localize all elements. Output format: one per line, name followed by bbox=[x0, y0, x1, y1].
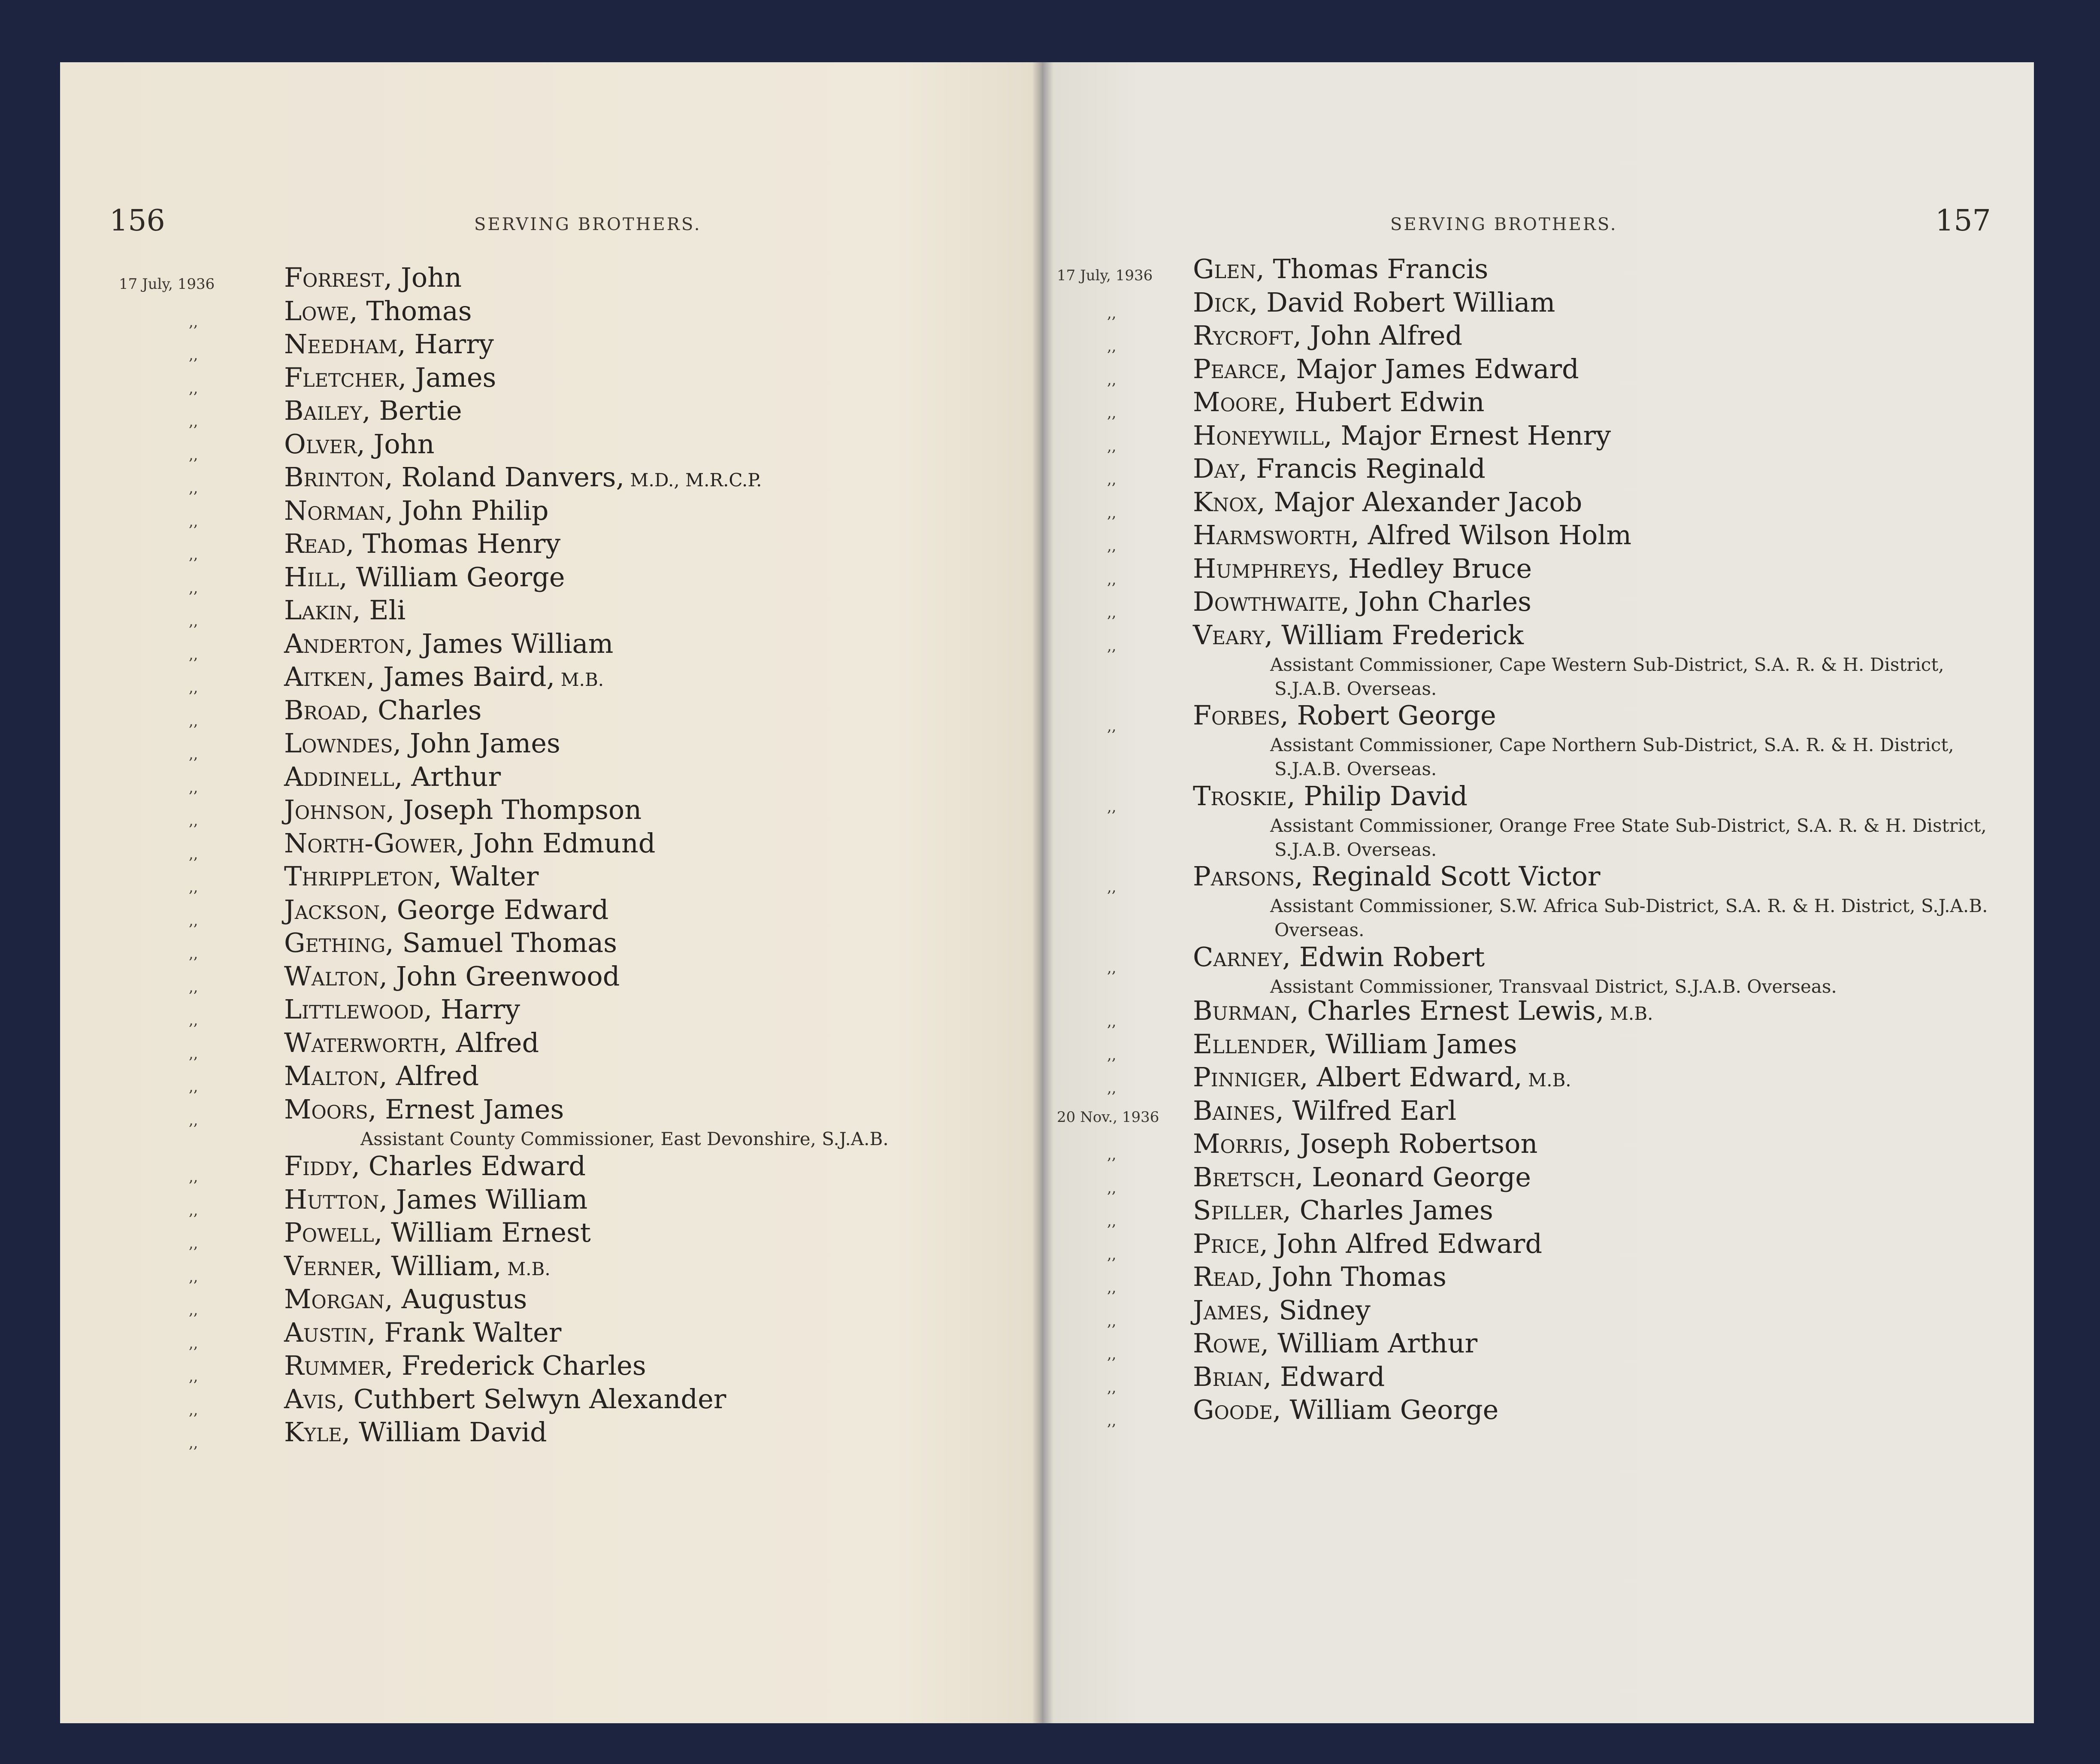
member-name bbox=[1193, 1194, 1493, 1226]
ditto-mark: ,, bbox=[1107, 798, 1117, 815]
surname: Veary, bbox=[1193, 619, 1273, 651]
ditto-mark: ,, bbox=[1107, 604, 1117, 621]
surname: Powell, bbox=[284, 1217, 383, 1248]
ditto-mark: ,, bbox=[1107, 338, 1117, 355]
ditto-mark: ,, bbox=[189, 712, 198, 730]
given-names: Edward bbox=[1271, 1361, 1385, 1392]
page-number: 157 bbox=[1935, 204, 1991, 238]
surname: Hill, bbox=[284, 561, 348, 593]
surname: Lowe, bbox=[284, 295, 358, 327]
surname: Dowthwaite, bbox=[1193, 586, 1350, 617]
surname: Johnson, bbox=[284, 794, 395, 825]
ditto-mark: ,, bbox=[1107, 1179, 1117, 1197]
given-names: Frank Walter bbox=[375, 1316, 562, 1348]
given-names: Edwin Robert bbox=[1290, 941, 1485, 973]
member-name bbox=[1193, 1095, 1456, 1126]
given-names: John Thomas bbox=[1263, 1261, 1446, 1292]
given-names: Albert Edward, bbox=[1308, 1061, 1522, 1093]
entry-date: 17 July, 1936 bbox=[1057, 267, 1153, 284]
surname: North-Gower, bbox=[284, 827, 465, 859]
ditto-mark: ,, bbox=[1107, 1246, 1117, 1263]
entry-list bbox=[60, 62, 1043, 1723]
member-name bbox=[284, 561, 565, 593]
given-names: Wilfred Earl bbox=[1283, 1094, 1457, 1126]
given-names: James Baird, bbox=[375, 661, 555, 692]
given-names: Alfred Wilson Holm bbox=[1359, 519, 1632, 551]
given-names: Arthur bbox=[402, 761, 501, 792]
surname: Read, bbox=[1193, 1261, 1263, 1292]
degrees: M.B. bbox=[1604, 1003, 1653, 1024]
surname: Avis, bbox=[284, 1383, 345, 1415]
member-name bbox=[284, 1383, 726, 1415]
ditto-mark: ,, bbox=[189, 1368, 198, 1385]
surname: Knox, bbox=[1193, 486, 1265, 518]
ditto-mark: ,, bbox=[189, 313, 198, 330]
degrees: M.B. bbox=[555, 669, 604, 690]
given-names: Francis Reginald bbox=[1247, 453, 1486, 484]
ditto-mark: ,, bbox=[189, 1111, 198, 1129]
member-name bbox=[1193, 420, 1611, 451]
ditto-mark: ,, bbox=[1107, 1312, 1117, 1330]
ditto-mark: ,, bbox=[1107, 471, 1117, 488]
given-names: Augustus bbox=[393, 1283, 527, 1315]
member-name bbox=[1193, 1061, 1571, 1093]
given-names: Alfred bbox=[387, 1060, 479, 1091]
given-names: John bbox=[392, 262, 462, 293]
member-name bbox=[284, 794, 641, 825]
entry-list bbox=[1043, 62, 2034, 1723]
given-names: Roland Danvers, bbox=[393, 461, 625, 493]
surname: Lakin, bbox=[284, 594, 361, 626]
given-names: Major Alexander Jacob bbox=[1265, 486, 1583, 518]
surname: Honeywill, bbox=[1193, 419, 1332, 451]
surname: Thrippleton, bbox=[284, 861, 442, 892]
surname: Day, bbox=[1193, 453, 1248, 484]
member-name bbox=[1193, 1161, 1531, 1193]
given-names: John Charles bbox=[1350, 586, 1531, 617]
surname: Lowndes, bbox=[284, 727, 402, 759]
ditto-mark: ,, bbox=[189, 512, 198, 530]
running-head: SERVING BROTHERS. bbox=[474, 215, 702, 234]
ditto-mark: ,, bbox=[1107, 570, 1117, 588]
member-name bbox=[1193, 386, 1485, 418]
given-names: Thomas Henry bbox=[354, 528, 561, 559]
ditto-mark: ,, bbox=[189, 612, 198, 630]
member-name bbox=[1193, 941, 1485, 973]
member-name bbox=[284, 961, 620, 992]
member-name bbox=[284, 1217, 591, 1248]
member-name bbox=[1193, 453, 1486, 484]
ditto-mark: ,, bbox=[189, 446, 198, 464]
appointment-note: Assistant Commissioner, S.W. Africa Sub-District, S.A. R. & H. District, S.J.A.B. Overseas. bbox=[1270, 895, 1988, 940]
ditto-mark: ,, bbox=[1107, 637, 1117, 655]
ditto-mark: ,, bbox=[1107, 537, 1117, 555]
given-names: William David bbox=[350, 1416, 547, 1448]
member-name bbox=[284, 328, 494, 360]
surname: Brinton, bbox=[284, 461, 393, 493]
given-names: Major James Edward bbox=[1287, 353, 1579, 385]
ditto-mark: ,, bbox=[189, 1012, 198, 1029]
surname: Morris, bbox=[1193, 1128, 1292, 1159]
member-name bbox=[284, 1060, 479, 1091]
given-names: Thomas Francis bbox=[1264, 253, 1489, 285]
entry-date: 17 July, 1936 bbox=[119, 276, 215, 293]
given-names: Charles Ernest Lewis, bbox=[1298, 995, 1604, 1026]
ditto-mark: ,, bbox=[189, 679, 198, 696]
surname: Walton, bbox=[284, 960, 388, 992]
given-names: Philip David bbox=[1295, 780, 1468, 812]
given-names: William George bbox=[1281, 1394, 1499, 1425]
member-name bbox=[1193, 1394, 1498, 1425]
member-name bbox=[1193, 320, 1462, 351]
given-names: Leonard George bbox=[1303, 1161, 1531, 1193]
surname: Price, bbox=[1193, 1228, 1268, 1259]
member-name bbox=[1193, 353, 1579, 385]
surname: Brian, bbox=[1193, 1361, 1272, 1392]
member-name bbox=[1193, 861, 1601, 892]
given-names: Cuthbert Selwyn Alexander bbox=[345, 1383, 726, 1415]
given-names: John Alfred Edward bbox=[1268, 1228, 1543, 1259]
surname: Forrest, bbox=[284, 262, 393, 293]
member-name bbox=[1193, 1294, 1371, 1326]
surname: James, bbox=[1193, 1294, 1271, 1326]
surname: Baines, bbox=[1193, 1094, 1284, 1126]
surname: Parsons, bbox=[1193, 861, 1303, 892]
surname: Anderton, bbox=[284, 627, 414, 659]
member-name bbox=[1193, 1261, 1446, 1292]
ditto-mark: ,, bbox=[189, 579, 198, 597]
ditto-mark: ,, bbox=[189, 379, 198, 397]
given-names: Harry bbox=[432, 994, 520, 1025]
member-name bbox=[284, 295, 472, 327]
surname: Needham, bbox=[284, 328, 406, 360]
member-name bbox=[1193, 619, 1524, 651]
surname: Norman, bbox=[284, 494, 393, 526]
surname: Moore, bbox=[1193, 386, 1286, 418]
member-name bbox=[284, 1317, 561, 1348]
ditto-mark: ,, bbox=[189, 1334, 198, 1352]
given-names: William George bbox=[347, 561, 565, 593]
member-name bbox=[1193, 1128, 1537, 1159]
given-names: James William bbox=[413, 627, 614, 659]
given-names: Eli bbox=[360, 594, 406, 626]
ditto-mark: ,, bbox=[1107, 371, 1117, 388]
given-names: Charles bbox=[369, 694, 482, 726]
surname: Troskie, bbox=[1193, 780, 1295, 812]
member-name bbox=[284, 894, 608, 925]
given-names: Hubert Edwin bbox=[1286, 386, 1485, 418]
appointment-note: Assistant Commissioner, Cape Northern Sub-District, S.A. R. & H. District, S.J.A.B. Overseas. bbox=[1270, 734, 1954, 779]
member-name bbox=[1193, 486, 1582, 518]
given-names: John Philip bbox=[393, 494, 549, 526]
member-name bbox=[284, 495, 549, 526]
surname: Goode, bbox=[1193, 1394, 1281, 1425]
given-names: John Alfred bbox=[1301, 320, 1463, 351]
surname: Bretsch, bbox=[1193, 1161, 1304, 1193]
member-name bbox=[1193, 586, 1531, 617]
degrees: M.B. bbox=[501, 1258, 551, 1279]
ditto-mark: ,, bbox=[189, 1235, 198, 1252]
ditto-mark: ,, bbox=[1107, 879, 1117, 896]
member-name bbox=[284, 1184, 587, 1215]
ditto-mark: ,, bbox=[1107, 404, 1117, 421]
surname: Jackson, bbox=[284, 894, 388, 925]
surname: Malton, bbox=[284, 1060, 387, 1091]
surname: Broad, bbox=[284, 694, 369, 726]
ditto-mark: ,, bbox=[189, 346, 198, 364]
surname: Aitken, bbox=[284, 661, 375, 692]
member-name bbox=[284, 861, 539, 892]
ditto-mark: ,, bbox=[189, 945, 198, 962]
given-names: Alfred bbox=[447, 1027, 539, 1058]
degrees: M.D., M.R.C.P. bbox=[624, 470, 762, 491]
given-names: Harry bbox=[405, 328, 494, 360]
given-names: Samuel Thomas bbox=[393, 927, 617, 958]
member-name bbox=[1193, 700, 1496, 731]
ditto-mark: ,, bbox=[1107, 1046, 1117, 1064]
member-name bbox=[1193, 253, 1488, 285]
surname: Morgan, bbox=[284, 1283, 393, 1315]
member-name bbox=[1193, 1228, 1542, 1259]
member-name bbox=[284, 761, 501, 792]
given-names: Major Ernest Henry bbox=[1332, 419, 1611, 451]
surname: Waterworth, bbox=[284, 1027, 448, 1058]
ditto-mark: ,, bbox=[189, 413, 198, 430]
ditto-mark: ,, bbox=[189, 646, 198, 663]
given-names: William Arthur bbox=[1269, 1328, 1478, 1359]
ditto-mark: ,, bbox=[189, 879, 198, 896]
given-names: John bbox=[365, 428, 435, 460]
ditto-mark: ,, bbox=[189, 812, 198, 829]
appointment-note: Assistant Commissioner, Transvaal District, S.J.A.B. Overseas. bbox=[1270, 976, 1837, 997]
member-name bbox=[284, 428, 435, 460]
ditto-mark: ,, bbox=[1107, 1146, 1117, 1163]
ditto-mark: ,, bbox=[189, 845, 198, 863]
surname: Glen, bbox=[1193, 253, 1265, 285]
member-name bbox=[1193, 780, 1468, 812]
member-name bbox=[284, 594, 405, 626]
given-names: William Frederick bbox=[1273, 619, 1524, 651]
member-name bbox=[284, 262, 462, 293]
ditto-mark: ,, bbox=[1107, 1412, 1117, 1429]
given-names: Thomas bbox=[357, 295, 472, 327]
member-name bbox=[1193, 1361, 1385, 1392]
member-name bbox=[284, 1250, 551, 1282]
member-name bbox=[1193, 519, 1631, 551]
member-name bbox=[1193, 995, 1653, 1026]
right-page bbox=[1043, 62, 2034, 1723]
member-name bbox=[284, 528, 560, 559]
given-names: Joseph Robertson bbox=[1291, 1128, 1538, 1159]
surname: Read, bbox=[284, 528, 354, 559]
appointment-note: Assistant Commissioner, Orange Free State Sub-District, S.A. R. & H. District, S.J.A.B. Overseas. bbox=[1270, 815, 1987, 860]
ditto-mark: ,, bbox=[1107, 1346, 1117, 1363]
ditto-mark: ,, bbox=[189, 912, 198, 929]
member-name bbox=[284, 362, 496, 393]
ditto-mark: ,, bbox=[189, 746, 198, 763]
ditto-mark: ,, bbox=[1107, 959, 1117, 976]
given-names: John Greenwood bbox=[387, 960, 620, 992]
surname: Addinell, bbox=[284, 761, 403, 792]
ditto-mark: ,, bbox=[1107, 718, 1117, 735]
surname: Rummer, bbox=[284, 1350, 393, 1381]
ditto-mark: ,, bbox=[189, 978, 198, 996]
book-gutter bbox=[1032, 60, 1053, 1725]
given-names: William James bbox=[1317, 1028, 1517, 1060]
given-names: Charles Edward bbox=[360, 1150, 586, 1182]
ditto-mark: ,, bbox=[1107, 1379, 1117, 1396]
surname: Harmsworth, bbox=[1193, 519, 1359, 551]
surname: Verner, bbox=[284, 1250, 383, 1282]
member-name bbox=[284, 1027, 539, 1058]
left-page bbox=[60, 62, 1043, 1723]
given-names: William, bbox=[382, 1250, 502, 1282]
member-name bbox=[284, 694, 481, 726]
ditto-mark: ,, bbox=[189, 1301, 198, 1318]
ditto-mark: ,, bbox=[189, 779, 198, 796]
surname: Carney, bbox=[1193, 941, 1291, 973]
surname: Pinniger, bbox=[1193, 1061, 1308, 1093]
ditto-mark: ,, bbox=[189, 1201, 198, 1219]
surname: Littlewood, bbox=[284, 994, 433, 1025]
surname: Spiller, bbox=[1193, 1194, 1291, 1226]
ditto-mark: ,, bbox=[1107, 1212, 1117, 1230]
member-name bbox=[284, 727, 560, 759]
given-names: Reginald Scott Victor bbox=[1303, 861, 1601, 892]
member-name bbox=[1193, 287, 1555, 318]
ditto-mark: ,, bbox=[189, 1045, 198, 1062]
member-name bbox=[284, 395, 462, 426]
member-name bbox=[1193, 553, 1532, 584]
ditto-mark: ,, bbox=[189, 1401, 198, 1418]
member-name bbox=[1193, 1028, 1517, 1060]
given-names: James bbox=[406, 361, 496, 393]
surname: Gething, bbox=[284, 927, 394, 958]
ditto-mark: ,, bbox=[1107, 504, 1117, 521]
surname: Kyle, bbox=[284, 1416, 351, 1448]
ditto-mark: ,, bbox=[189, 1168, 198, 1185]
surname: Fiddy, bbox=[284, 1150, 360, 1182]
given-names: John James bbox=[401, 727, 560, 759]
ditto-mark: ,, bbox=[1107, 304, 1117, 322]
surname: Austin, bbox=[284, 1316, 376, 1348]
ditto-mark: ,, bbox=[1107, 1079, 1117, 1097]
given-names: John Edmund bbox=[464, 827, 656, 859]
surname: Ellender, bbox=[1193, 1028, 1317, 1060]
degrees: M.B. bbox=[1522, 1070, 1571, 1091]
member-name bbox=[284, 1150, 586, 1182]
surname: Bailey, bbox=[284, 395, 371, 426]
given-names: Joseph Thompson bbox=[394, 794, 642, 825]
appointment-note: Assistant Commissioner, Cape Western Sub-District, S.A. R. & H. District, S.J.A.B. Overseas. bbox=[1270, 654, 1944, 699]
surname: Burman, bbox=[1193, 995, 1299, 1026]
appointment-note: Assistant County Commissioner, East Devonshire, S.J.A.B. bbox=[360, 1128, 889, 1149]
ditto-mark: ,, bbox=[1107, 1279, 1117, 1296]
surname: Rycroft, bbox=[1193, 320, 1302, 351]
given-names: Charles James bbox=[1291, 1194, 1493, 1226]
member-name bbox=[284, 461, 762, 493]
given-names: George Edward bbox=[388, 894, 609, 925]
entry-date: 20 Nov., 1936 bbox=[1057, 1108, 1159, 1126]
surname: Forbes, bbox=[1193, 700, 1289, 731]
member-name bbox=[284, 827, 655, 859]
ditto-mark: ,, bbox=[189, 1268, 198, 1285]
member-name bbox=[284, 1350, 646, 1381]
member-name bbox=[284, 1283, 527, 1315]
surname: Dick, bbox=[1193, 286, 1258, 318]
ditto-mark: ,, bbox=[189, 1434, 198, 1452]
running-head: SERVING BROTHERS. bbox=[1390, 215, 1618, 234]
surname: Olver, bbox=[284, 428, 365, 460]
member-name bbox=[284, 1094, 564, 1125]
member-name bbox=[284, 628, 613, 659]
surname: Rowe, bbox=[1193, 1328, 1269, 1359]
member-name bbox=[1193, 1328, 1477, 1359]
member-name bbox=[284, 1416, 547, 1448]
ditto-mark: ,, bbox=[189, 1078, 198, 1095]
given-names: Frederick Charles bbox=[393, 1350, 646, 1381]
member-name bbox=[284, 661, 604, 692]
ditto-mark: ,, bbox=[1107, 437, 1117, 455]
surname: Fletcher, bbox=[284, 361, 407, 393]
surname: Pearce, bbox=[1193, 353, 1288, 385]
surname: Moors, bbox=[284, 1093, 377, 1125]
given-names: Walter bbox=[442, 861, 539, 892]
given-names: David Robert William bbox=[1258, 286, 1555, 318]
ditto-mark: ,, bbox=[1107, 1013, 1117, 1030]
surname: Humphreys, bbox=[1193, 552, 1340, 584]
page-number: 156 bbox=[109, 204, 165, 238]
given-names: William Ernest bbox=[382, 1217, 591, 1248]
surname: Hutton, bbox=[284, 1183, 388, 1215]
given-names: Bertie bbox=[370, 395, 462, 426]
given-names: Ernest James bbox=[376, 1093, 564, 1125]
given-names: Sidney bbox=[1270, 1294, 1371, 1326]
ditto-mark: ,, bbox=[189, 479, 198, 497]
ditto-mark: ,, bbox=[189, 546, 198, 563]
given-names: Robert George bbox=[1288, 700, 1496, 731]
given-names: Hedley Bruce bbox=[1340, 552, 1532, 584]
member-name bbox=[284, 994, 520, 1025]
member-name bbox=[284, 927, 617, 958]
given-names: James William bbox=[387, 1183, 588, 1215]
